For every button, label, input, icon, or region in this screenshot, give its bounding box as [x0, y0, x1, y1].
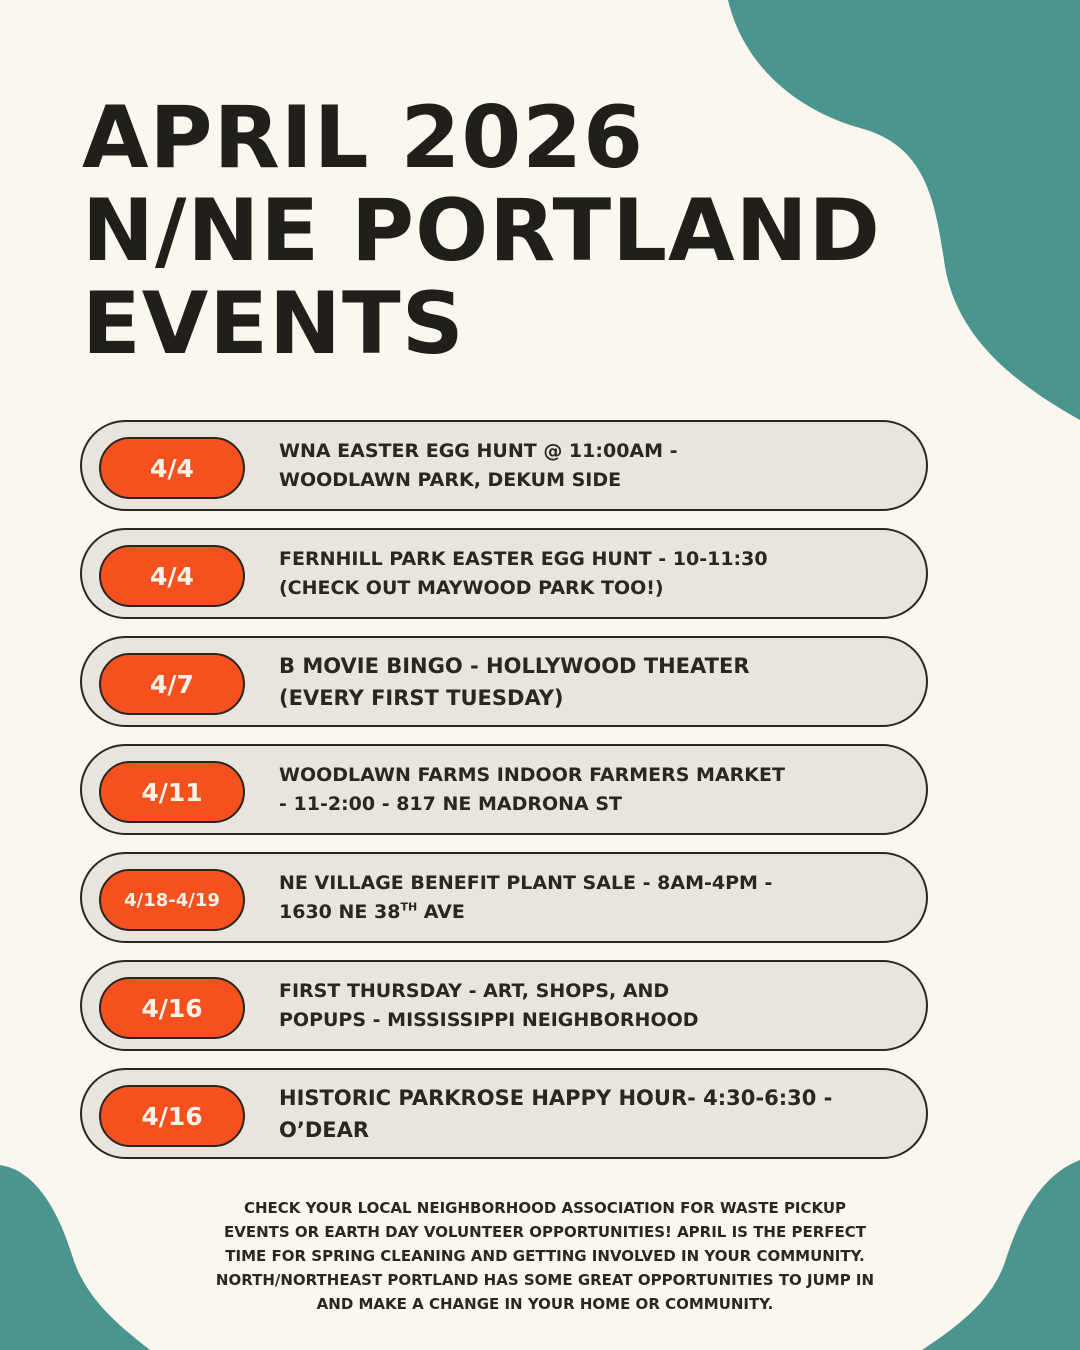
event-line: [279, 898, 879, 927]
event-line: - 11-2:00 - 817 NE MADRONA ST: [279, 792, 623, 815]
event-line: WOODLAWN PARK, DEKUM SIDE: [279, 468, 622, 491]
event-description: [279, 650, 879, 714]
page-title: [82, 88, 881, 374]
event-description: [279, 869, 879, 927]
title-line: EVENTS: [82, 274, 465, 374]
event-card: [80, 744, 928, 835]
event-date-badge: 4/4: [99, 545, 245, 607]
event-date-badge: 4/16: [99, 977, 245, 1039]
event-card: [80, 1068, 928, 1159]
event-date-badge: 4/11: [99, 761, 245, 823]
event-line: NE VILLAGE BENEFIT PLANT SALE - 8AM-4PM -: [279, 871, 773, 894]
event-line-part: AVE: [417, 900, 465, 923]
event-line: O’DEAR: [279, 1117, 370, 1142]
event-description: [279, 761, 879, 819]
event-date-badge: 4/16: [99, 1085, 245, 1147]
event-line: WOODLAWN FARMS INDOOR FARMERS MARKET: [279, 763, 785, 786]
event-line: POPUPS - MISSISSIPPI NEIGHBORHOOD: [279, 1008, 699, 1031]
footer-note: [160, 1196, 930, 1316]
bottom-right-blob: [922, 1160, 1080, 1350]
event-card: [80, 636, 928, 727]
event-date-badge: 4/7: [99, 653, 245, 715]
event-line: B MOVIE BINGO - HOLLYWOOD THEATER: [279, 653, 750, 678]
event-card: [80, 528, 928, 619]
event-card: [80, 960, 928, 1051]
footer-line: AND MAKE A CHANGE IN YOUR HOME OR COMMUNITY.: [316, 1295, 774, 1313]
event-line: FERNHILL PARK EASTER EGG HUNT - 10-11:30: [279, 547, 768, 570]
title-line: APRIL 2026: [82, 88, 644, 188]
bottom-left-blob: [0, 1165, 150, 1350]
event-list: [80, 420, 932, 1176]
event-card: [80, 420, 928, 511]
event-date-badge: 4/4: [99, 437, 245, 499]
event-line: HISTORIC PARKROSE HAPPY HOUR- 4:30-6:30 -: [279, 1085, 833, 1110]
ordinal-suffix: TH: [400, 900, 418, 914]
title-line: N/NE PORTLAND: [82, 181, 881, 281]
footer-line: TIME FOR SPRING CLEANING AND GETTING INVOLVED IN YOUR COMMUNITY.: [225, 1247, 865, 1265]
event-description: [279, 437, 879, 495]
event-line: (EVERY FIRST TUESDAY): [279, 685, 564, 710]
event-date-badge: 4/18-4/19: [99, 869, 245, 931]
event-line: (CHECK OUT MAYWOOD PARK TOO!): [279, 576, 664, 599]
event-description: [279, 977, 879, 1035]
event-card: [80, 852, 928, 943]
event-line: FIRST THURSDAY - ART, SHOPS, AND: [279, 979, 670, 1002]
event-description: [279, 1082, 879, 1146]
event-line-part: 1630 NE 38: [279, 900, 401, 923]
event-description: [279, 545, 879, 603]
event-line: WNA EASTER EGG HUNT @ 11:00AM -: [279, 439, 678, 462]
footer-line: EVENTS OR EARTH DAY VOLUNTEER OPPORTUNITIES! APRIL IS THE PERFECT: [224, 1223, 866, 1241]
footer-line: CHECK YOUR LOCAL NEIGHBORHOOD ASSOCIATION FOR WASTE PICKUP: [243, 1199, 847, 1217]
footer-line: NORTH/NORTHEAST PORTLAND HAS SOME GREAT OPPORTUNITIES TO JUMP IN: [215, 1271, 875, 1289]
